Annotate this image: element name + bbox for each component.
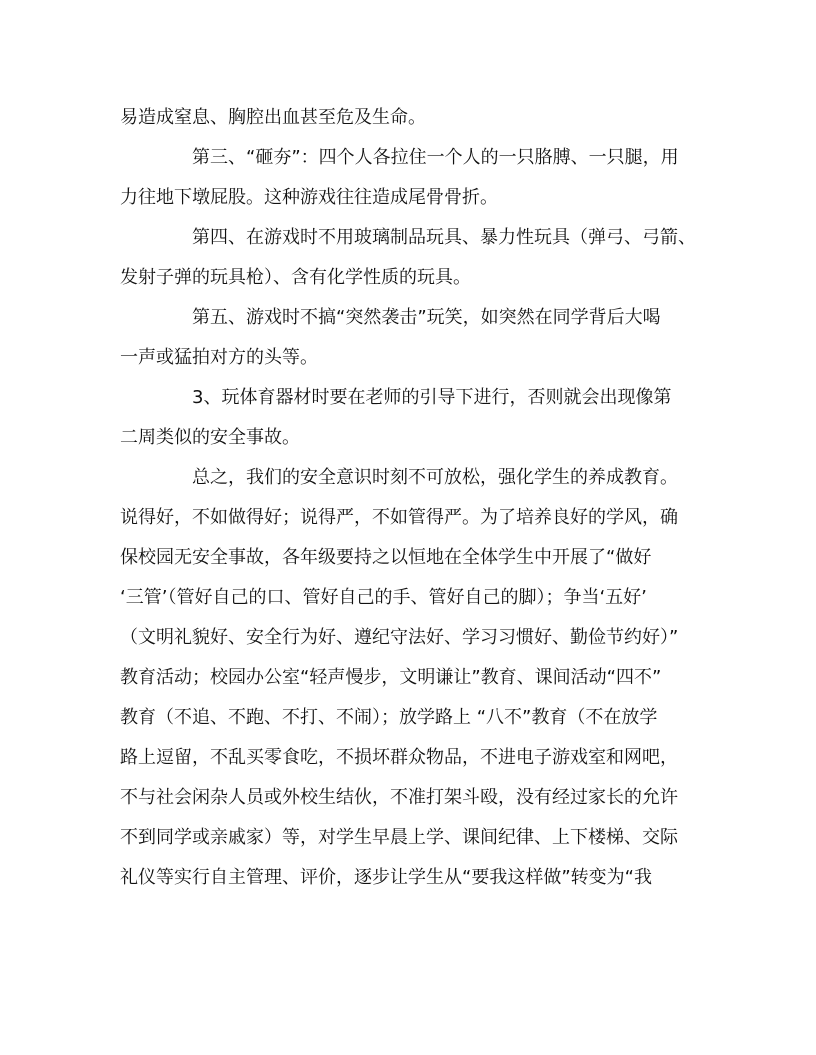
text-line: 教育活动；校园办公室“轻声慢步，文明谦让”教育、课间活动“四不” — [120, 667, 662, 688]
text-line: 教育（不追、不跑、不打、不闹）；放学路上 “八不”教育（不在放学 — [120, 707, 658, 728]
text-line: 路上逗留，不乱买零食吃，不损坏群众物品，不进电子游戏室和网吧， — [120, 747, 678, 768]
text-line: 说得好，不如做得好；说得严，不如管得严。为了培养良好的学风，确 — [120, 507, 678, 528]
text-line: 发射子弹的玩具枪）、含有化学性质的玩具。 — [120, 267, 471, 288]
text-line: （文明礼貌好、安全行为好、遵纪守法好、学习习惯好、勤俭节约好）” — [120, 627, 679, 648]
text-line: ‘三管’（管好自己的口、管好自己的手、管好自己的脚）；争当‘五好’ — [120, 587, 647, 608]
text-line: 不与社会闲杂人员或外校生结伙，不准打架斗殴，没有经过家长的允许 — [120, 787, 678, 808]
text-line: 力往地下墩屁股。这种游戏往往造成尾骨骨折。 — [120, 187, 498, 208]
text-line: 礼仪等实行自主管理、评价，逐步让学生从“要我这样做”转变为“我 — [120, 867, 652, 888]
paragraph-start-line: 3、玩体育器材时要在老师的引导下进行，否则就会出现像第 — [192, 387, 672, 408]
paragraph-start-line: 第三、“砸夯”：四个人各拉住一个人的一只胳膊、一只腿，用 — [192, 147, 679, 168]
paragraph-start-line: 第五、游戏时不搞“突然袭击”玩笑，如突然在同学背后大喝 — [192, 307, 661, 328]
paragraph-start-line: 第四、在游戏时不用玻璃制品玩具、暴力性玩具（弹弓、弓箭、 — [192, 227, 696, 248]
text-line: 保校园无安全事故，各年级要持之以恒地在全体学生中开展了“做好 — [120, 547, 652, 568]
paragraph-start-line: 总之，我们的安全意识时刻不可放松，强化学生的养成教育。 — [192, 467, 678, 488]
text-line: 易造成窒息、胸腔出血甚至危及生命。 — [120, 107, 426, 128]
body-text — [120, 98, 710, 898]
text-line: 二周类似的安全事故。 — [120, 427, 300, 448]
text-line: 一声或猛拍对方的头等。 — [120, 347, 318, 368]
text-line: 不到同学或亲戚家）等，对学生早晨上学、课间纪律、上下楼梯、交际 — [120, 827, 678, 848]
